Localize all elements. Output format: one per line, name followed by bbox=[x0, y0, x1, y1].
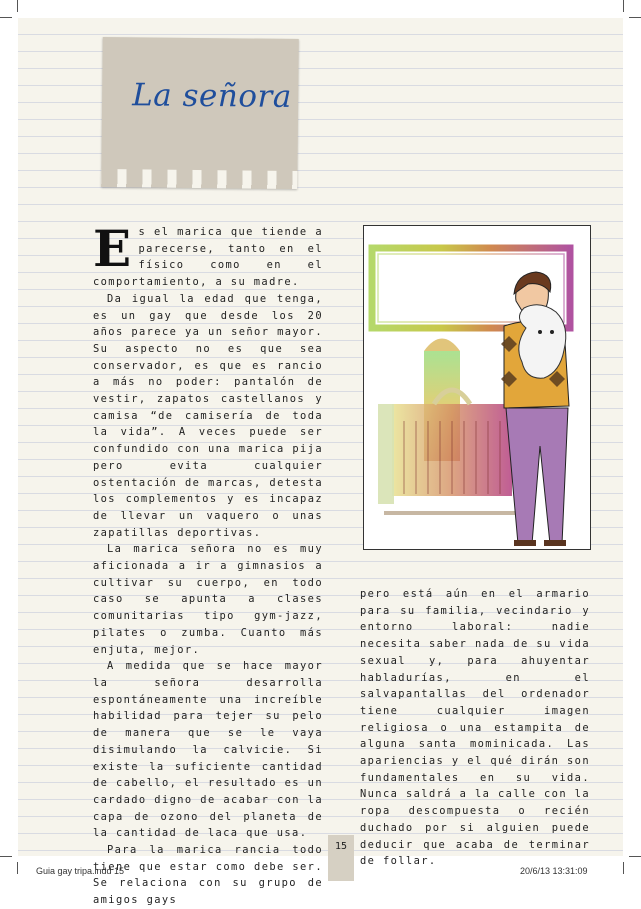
slug-filename: Guia gay tripa.indd 15 bbox=[36, 866, 125, 876]
paragraph-3: La marica señora no es muy aficionada a ir a gimnasios a cultivar su cuerpo, en todo caso se apunta a clases comunitarias tipo gym-jazz, pilates o zumba. Cuanto más enjuta, mejor. bbox=[93, 543, 323, 656]
crop-mark bbox=[17, 862, 18, 874]
right-column bbox=[360, 586, 590, 870]
crop-mark bbox=[629, 856, 641, 857]
crop-mark bbox=[623, 862, 624, 874]
title-card bbox=[101, 37, 299, 189]
paragraph-2: Da igual la edad que tenga, es un gay que desde los 20 años parece ya un señor mayor. Su aspecto no es que sea conservador, es que es rancio a más no poder: pantalón de vestir, zapatos castellanos y camisa “de camisería de toda la vida”. A veces puede ser confundido con una marica pija pero evita cualquier ostentación de marcas, detesta los complementos y es incapaz de llevar un vaquero o unas zapatillas deportivas. bbox=[93, 292, 323, 539]
paragraph-4: A medida que se hace mayor la señora desarrolla espontáneamente una increíble habilidad para tejer su pelo de manera que se le vaya disimulando la calvicie. Si existe la suficiente cantidad de cabello, el resultado es un cardado digno de acabar con la capa de ozono del planeta de la cantidad de laca que usa. bbox=[93, 660, 323, 840]
page-number: 15 bbox=[334, 841, 348, 852]
crop-mark bbox=[629, 17, 641, 18]
paragraph-5: Para la marica rancia todo tiene que estar como debe ser. Se relaciona con su grupo de amigos gays bbox=[93, 844, 323, 907]
slug-date: 20/6/13 13:31:09 bbox=[520, 866, 588, 876]
crop-mark bbox=[0, 856, 12, 857]
page-number-tab bbox=[328, 835, 354, 881]
man-holding-dog-illustration bbox=[364, 226, 590, 549]
crop-mark bbox=[623, 0, 624, 12]
paragraph-1-text: s el marica que tiende a parecerse, tanto en el físico como en el comportamiento, a su madre. bbox=[93, 226, 323, 289]
left-column bbox=[93, 219, 323, 909]
crop-mark bbox=[17, 0, 18, 12]
drop-cap: E bbox=[93, 219, 133, 278]
paragraph-1 bbox=[93, 219, 323, 291]
paragraph-6: pero está aún en el armario para su familia, vecindario y entorno laboral: nadie necesita saber nada de su vida sexual y, para ahuyentar habladurías, en el salvapantallas del ordenador tiene cualquier imagen religiosa o una estampita de alguna santa mominicada. Las apariencias y el qué dirán son fundamentales en su vida. Nunca saldrá a la calle con la ropa descompuesta o recién duchado por si alguien puede deducir que acaba de terminar de follar. bbox=[360, 588, 590, 868]
page-title: La señora bbox=[131, 77, 292, 115]
crop-mark bbox=[0, 17, 12, 18]
illustration bbox=[363, 225, 591, 550]
